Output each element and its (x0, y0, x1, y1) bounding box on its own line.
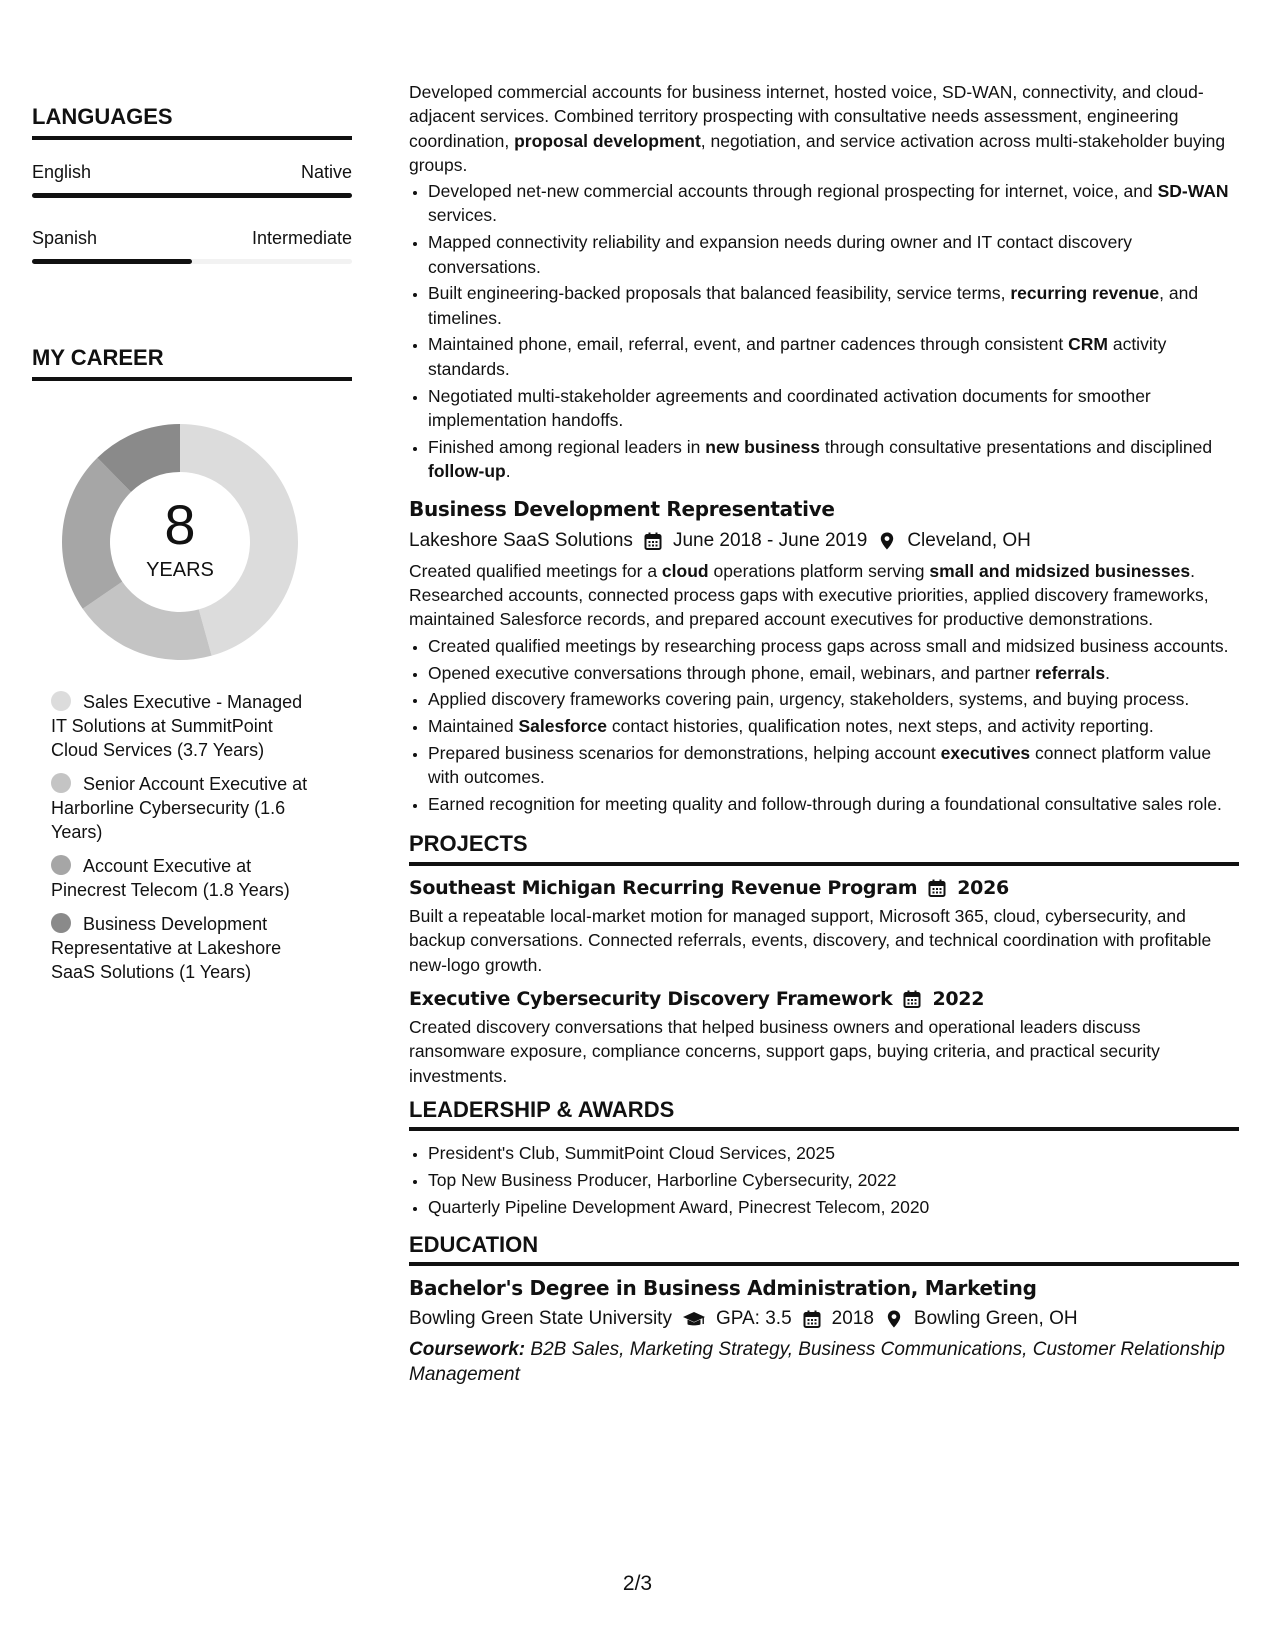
career-legend (51, 690, 321, 994)
text-run: Developed commercial accounts for business internet, hosted voice, SD-WAN, connectivity, and cloud-adjacent services. Combined territory prospecting with consultative needs assessment, engineering coordination, (409, 82, 1204, 151)
projects-list (409, 876, 1239, 1088)
career-section (32, 345, 352, 381)
bold-text: small and midsized businesses (929, 560, 1191, 581)
job1-bullet (428, 384, 1239, 433)
main-content (409, 80, 1239, 1387)
job1-bullet (428, 179, 1239, 228)
career-legend-item (51, 690, 321, 762)
job2-bullet (428, 741, 1239, 790)
text-run: connect platform value with outcomes. (428, 742, 1212, 788)
text-run: Finished among regional leaders in (428, 436, 706, 457)
award-item: • President's Club, SummitPoint Cloud Services, 2025 (428, 1141, 1239, 1165)
text-run: Created qualified meetings for a (409, 560, 662, 581)
text-run: Created qualified meetings by researching process gaps across small and midsized business accounts. (428, 635, 1229, 656)
bold-text: Salesforce (518, 716, 608, 737)
text-run: Prepared business scenarios for demonstrations, helping account (428, 742, 941, 763)
career-legend-item (51, 854, 321, 902)
legend-dot (51, 691, 71, 711)
language-row (32, 162, 352, 183)
bold-text: proposal development (514, 130, 701, 151)
text-run: Maintained (428, 716, 519, 737)
bold-text: executives (940, 742, 1031, 763)
text-run: . Researched accounts, connected process gaps with executive priorities, applied discovery frameworks, maintained Salesforce records, and prepared account executives for productive demonstrations. (409, 560, 1209, 630)
job1-bullet (428, 435, 1239, 484)
career-legend-item (51, 912, 321, 984)
project-description: Created discovery conversations that helped business owners and operational leaders discuss ransomware exposure, compliance concerns, support gaps, buying criteria, and practical security investments. (409, 1017, 1160, 1086)
education-meta (409, 1307, 1239, 1331)
leadership-list (409, 1141, 1239, 1219)
page-number: 2/3 (622, 1572, 653, 1595)
text-run: Opened executive conversations through phone, email, webinars, and partner (428, 662, 1036, 683)
map-pin-icon (877, 531, 897, 551)
career-years-unit: YEARS (146, 558, 214, 581)
project-title-row (409, 876, 1239, 900)
legend-label: Sales Executive - Managed IT Solutions at SummitPoint Cloud Services (3.7 Years) (51, 692, 303, 760)
calendar-icon (927, 878, 947, 898)
job2-location: Cleveland, OH (907, 529, 1031, 551)
text-run: contact histories, qualification notes, next steps, and activity reporting. (607, 716, 1154, 737)
project-name: Southeast Michigan Recurring Revenue Program (409, 876, 918, 899)
text-run: through consultative presentations and disciplined (820, 436, 1213, 457)
job1-bullets (409, 179, 1239, 483)
bold-text: SD-WAN (1157, 181, 1229, 202)
bold-text: cloud (661, 560, 709, 581)
bold-text: recurring revenue (1010, 283, 1160, 304)
language-name: Spanish (32, 228, 98, 248)
text-run: services. (428, 205, 498, 226)
career-years-number: 8 (164, 492, 196, 556)
education-heading: EDUCATION (409, 1233, 1239, 1266)
career-legend-item (51, 772, 321, 844)
job2-bullet (428, 792, 1239, 816)
text-run: Developed net-new commercial accounts through regional prospecting for internet, voice, and (428, 181, 1158, 202)
job2-dates: June 2018 - June 2019 (672, 529, 868, 551)
job1-bullet (428, 281, 1239, 330)
leadership-heading: LEADERSHIP & AWARDS (409, 1098, 1239, 1131)
project-year: 2026 (957, 876, 1009, 899)
education-school: Bowling Green State University (409, 1307, 672, 1329)
education-coursework (409, 1337, 1239, 1387)
graduation-cap-icon (682, 1309, 706, 1329)
career-donut-chart (56, 418, 304, 666)
language-name: English (32, 162, 92, 182)
job1-bullet (428, 230, 1239, 279)
education-location: Bowling Green, OH (913, 1307, 1078, 1329)
languages-heading: LANGUAGES (32, 104, 352, 140)
text-run: Built engineering-backed proposals that balanced feasibility, service terms, (428, 283, 1011, 304)
calendar-icon (643, 531, 663, 551)
legend-dot (51, 913, 71, 933)
calendar-icon (802, 1309, 822, 1329)
project-description: Built a repeatable local-market motion for managed support, Microsoft 365, cloud, cybersecurity, and backup conversations. Connected referrals, events, discovery, and technical coordination with profitable new-logo growth. (409, 905, 1212, 975)
education-gpa: GPA: 3.5 (715, 1307, 792, 1329)
text-run: activity standards. (428, 334, 1167, 379)
job2-meta (409, 529, 1239, 553)
donut-center (56, 418, 304, 666)
text-run: Maintained phone, email, referral, event, and partner cadences through consistent (428, 334, 1069, 355)
map-pin-icon (884, 1309, 904, 1329)
text-run: . (505, 460, 511, 481)
projects-heading: PROJECTS (409, 832, 1239, 865)
legend-label: Senior Account Executive at Harborline Cybersecurity (1.6 Years) (51, 774, 308, 842)
text-run: Negotiated multi-stakeholder agreements and coordinated activation documents for smoother implementation handoffs. (428, 385, 1151, 430)
education-year: 2018 (831, 1307, 874, 1329)
education-degree: Bachelor's Degree in Business Administration, Marketing (409, 1276, 1037, 1301)
text-run: . (1105, 662, 1110, 683)
legend-dot (51, 855, 71, 875)
bold-text: new business (705, 436, 821, 457)
text-run: , negotiation, and service activation across multi-stakeholder buying groups. (409, 130, 1226, 175)
language-proficiency-bar (32, 193, 352, 198)
legend-label: Business Development Representative at Lakeshore SaaS Solutions (1 Years) (51, 914, 282, 982)
job2-bullet (428, 687, 1239, 711)
job2-bullet (428, 714, 1239, 738)
legend-label: Account Executive at Pinecrest Telecom (1.8 Years) (51, 856, 290, 900)
job2-title: Business Development Representative (409, 497, 835, 522)
coursework-list: B2B Sales, Marketing Strategy, Business Communications, Customer Relationship Management (409, 1339, 1225, 1386)
text-run: Applied discovery frameworks covering pain, urgency, stakeholders, systems, and buying process. (428, 689, 1190, 710)
coursework-label: Coursework: (409, 1339, 526, 1361)
legend-dot (51, 773, 71, 793)
bold-text: follow-up (428, 460, 506, 481)
award-item: • Top New Business Producer, Harborline Cybersecurity, 2022 (428, 1168, 1239, 1192)
job2-summary (409, 559, 1239, 632)
language-level: Intermediate (251, 228, 352, 248)
job2-company: Lakeshore SaaS Solutions (409, 529, 633, 551)
text-run: operations platform serving (708, 560, 930, 581)
award-item: • Quarterly Pipeline Development Award, Pinecrest Telecom, 2020 (428, 1195, 1239, 1219)
text-run: , and timelines. (428, 283, 1199, 328)
project-name: Executive Cybersecurity Discovery Framework (409, 987, 893, 1010)
job2-bullets (409, 634, 1239, 817)
text-run: Mapped connectivity reliability and expansion needs during owner and IT contact discovery conversations. (428, 232, 1132, 277)
job1-bullet (428, 332, 1239, 381)
text-run: Earned recognition for meeting quality and follow-through during a foundational consultative sales role. (428, 794, 1222, 815)
project-title-row (409, 987, 1239, 1011)
bold-text: CRM (1068, 334, 1108, 355)
project-year: 2022 (932, 987, 985, 1010)
career-heading: MY CAREER (32, 345, 352, 381)
calendar-icon (902, 989, 922, 1009)
languages-list (32, 162, 352, 264)
bold-text: referrals (1035, 662, 1106, 683)
languages-section (32, 104, 352, 264)
job2-bullet (428, 661, 1239, 685)
language-proficiency-bar (32, 259, 352, 264)
language-row (32, 228, 352, 249)
job1-summary (409, 80, 1239, 177)
job2-bullet (428, 634, 1239, 658)
language-proficiency-fill (32, 193, 352, 198)
language-level: Native (300, 162, 352, 182)
language-proficiency-fill (32, 259, 192, 264)
